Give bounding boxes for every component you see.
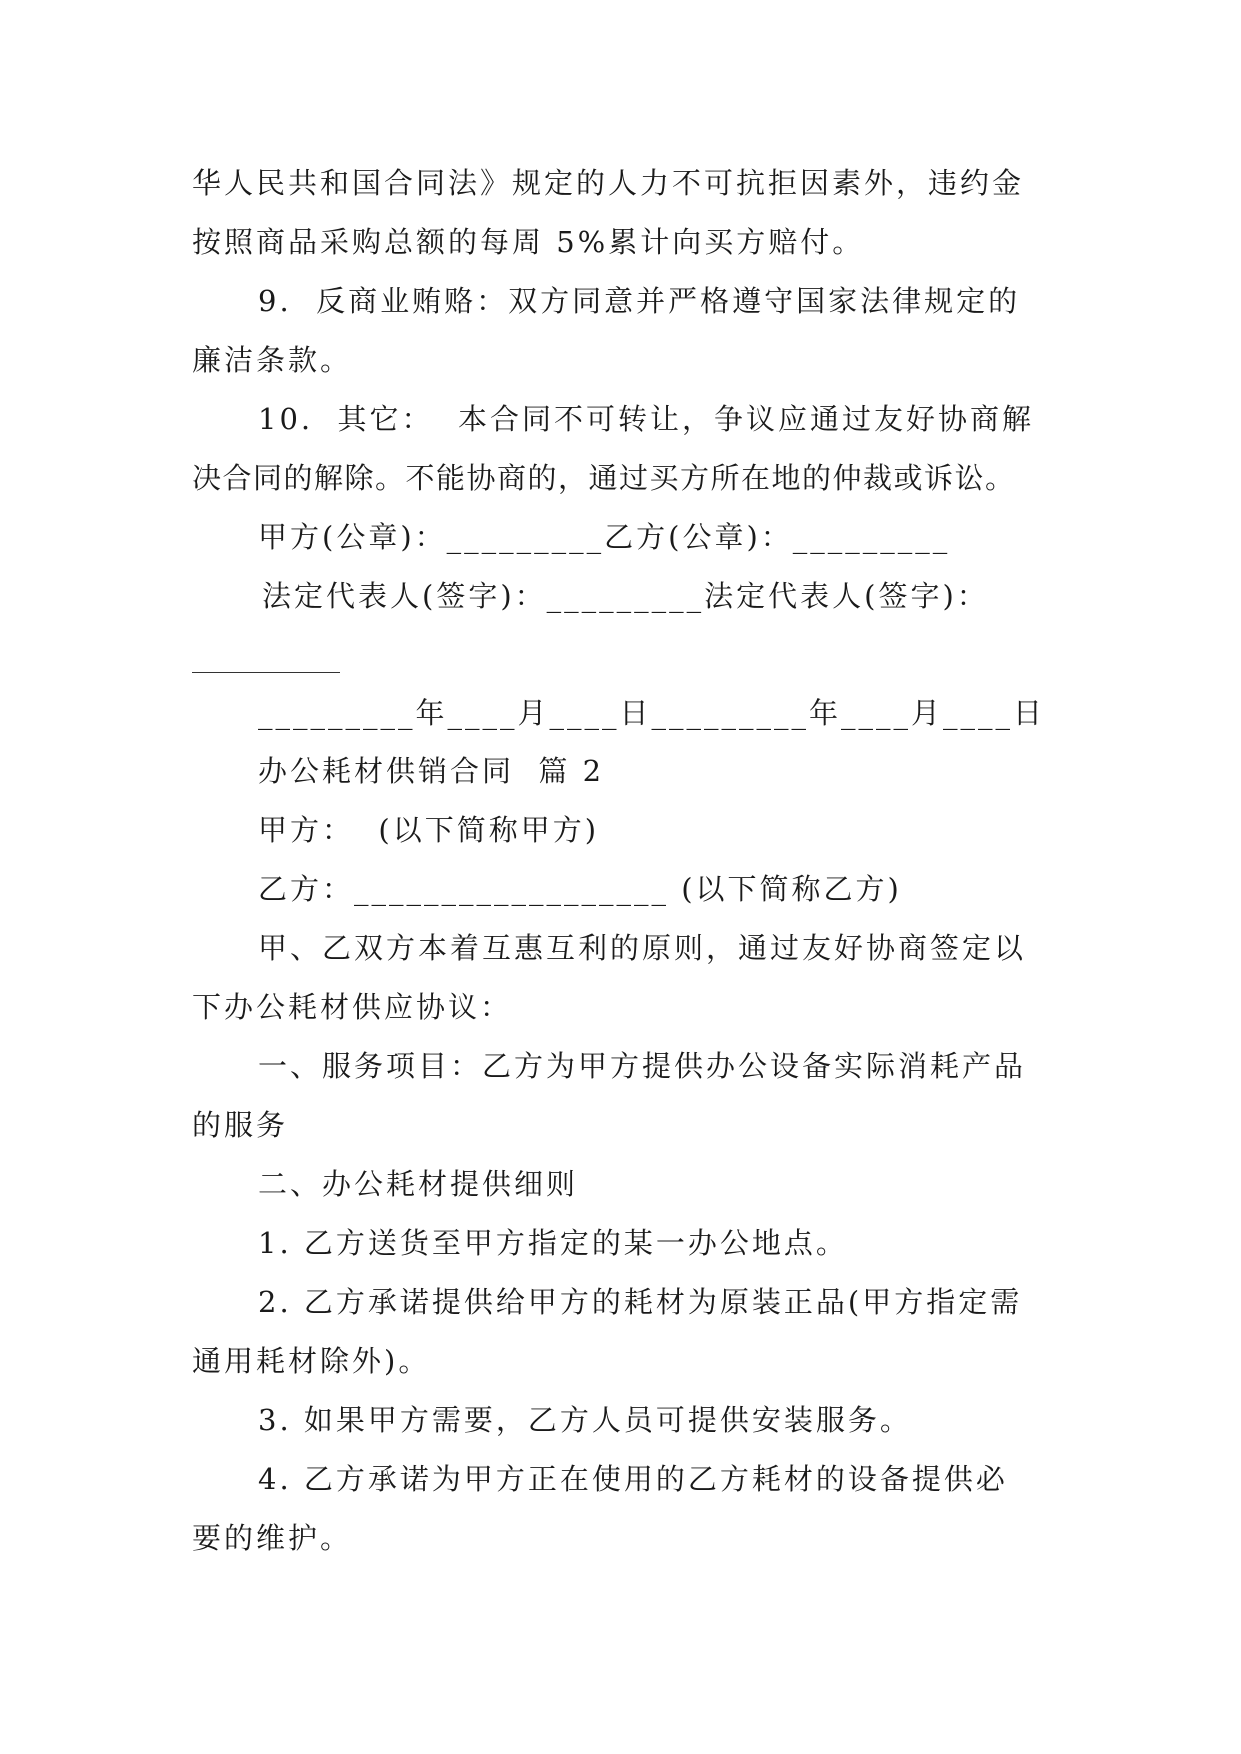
party-b-line: 乙方：__________________ (以下简称乙方): [258, 872, 902, 906]
service-item-line-1: 一、服务项目：乙方为甲方提供办公设备实际消耗产品: [258, 1049, 1027, 1083]
section-title: 办公耗材供销合同 篇 2: [258, 754, 605, 788]
paragraph-8-line-2: 华人民共和国合同法》规定的人力不可抗拒因素外，违约金: [192, 166, 1025, 200]
party-a-line: 甲方： (以下简称甲方): [258, 813, 600, 847]
clause-10-line-2: 决合同的解除。不能协商的，通过买方所在地的仲裁或诉讼。: [192, 461, 1016, 495]
intro-line-1: 甲、乙双方本着互惠互利的原则，通过友好协商签定以: [258, 931, 1027, 965]
date-line: _________年____月____日_________年____月____日: [258, 696, 1046, 730]
detail-4-line-2: 要的维护。: [192, 1521, 353, 1555]
detail-2-line-2: 通用耗材除外)。: [192, 1344, 431, 1378]
intro-line-2: 下办公耗材供应协议：: [192, 990, 513, 1024]
party-seal-line: 甲方(公章)：_________乙方(公章)：_________: [258, 520, 951, 554]
clause-9-line-1: 9. 反商业贿赂：双方同意并严格遵守国家法律规定的: [258, 284, 1021, 318]
detail-3: 3. 如果甲方需要，乙方人员可提供安装服务。: [258, 1403, 912, 1437]
legal-rep-signature-line: 法定代表人(签字)：_________法定代表人(签字)：: [262, 579, 989, 613]
details-heading: 二、办公耗材提供细则: [258, 1167, 579, 1201]
service-item-line-2: 的服务: [192, 1108, 289, 1142]
detail-2-line-1: 2. 乙方承诺提供给甲方的耗材为原装正品(甲方指定需: [258, 1285, 1023, 1319]
clause-9-line-2: 廉洁条款。: [192, 343, 353, 377]
signature-blank-underline: [192, 672, 340, 673]
detail-4-line-1: 4. 乙方承诺为甲方正在使用的乙方耗材的设备提供必: [258, 1462, 1008, 1496]
paragraph-8-line-3: 按照商品采购总额的每周 5%累计向买方赔付。: [192, 225, 865, 259]
clause-10-line-1: 10. 其它： 本合同不可转让，争议应通过友好协商解: [258, 402, 1034, 436]
detail-1: 1. 乙方送货至甲方指定的某一办公地点。: [258, 1226, 848, 1260]
